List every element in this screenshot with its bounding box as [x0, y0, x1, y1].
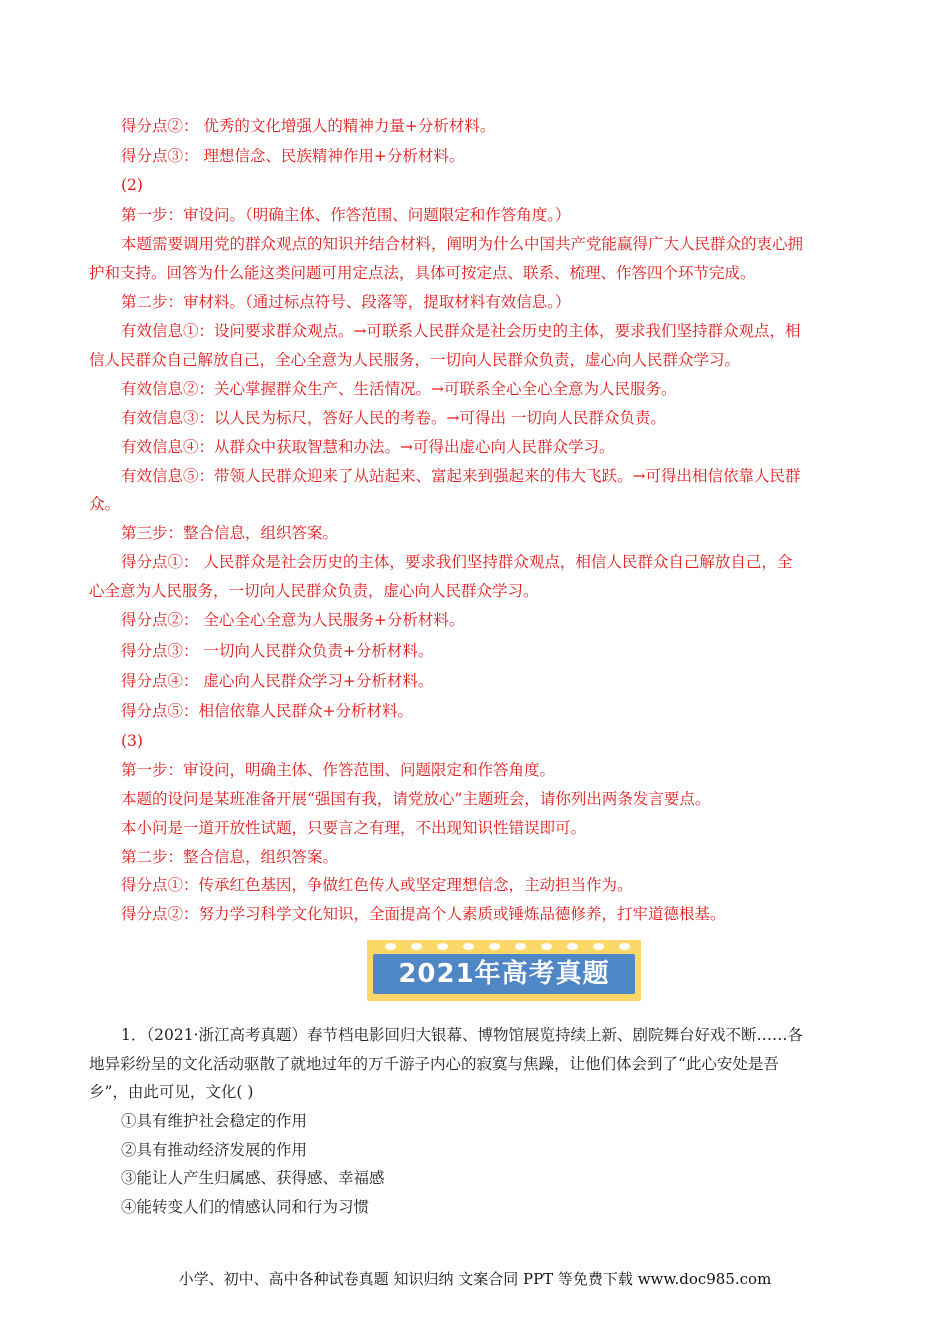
answer-line: 有效信息①：设问要求群众观点。→可联系人民群众是社会历史的主体，要求我们坚持群众观点，相 — [121, 322, 801, 340]
question-option: ①具有维护社会稳定的作用 — [121, 1112, 308, 1130]
answer-line: 第三步：整合信息，组织答案。 — [121, 524, 339, 542]
dot-decoration — [567, 943, 578, 950]
question-option: ③能让人产生归属感、获得感、幸福感 — [121, 1169, 385, 1187]
answer-line: 得分点④： 虚心向人民群众学习+分析材料。 — [121, 672, 434, 690]
answer-line: 得分点③： 一切向人民群众负责+分析材料。 — [121, 642, 434, 660]
dot-decoration — [437, 943, 448, 950]
answer-line: 得分点②： 优秀的文化增强人的精神力量+分析材料。 — [121, 117, 496, 135]
answer-line: 护和支持。回答为什么能这类问题可用定点法，具体可按定点、联系、梳理、作答四个环节完成。 — [89, 264, 756, 282]
page-footer: 小学、初中、高中各种试卷真题 知识归纳 文案合同 PPT 等免费下载 www.doc985.com — [178, 1270, 772, 1288]
answer-line: 第一步：审设问，明确主体、作答范围、问题限定和作答角度。 — [121, 761, 556, 779]
answer-line: 第二步：整合信息，组织答案。 — [121, 848, 339, 866]
answer-line: 有效信息③：以人民为标尺，答好人民的考卷。→可得出 一切向人民群众负责。 — [121, 409, 666, 427]
question-stem: 乡”，由此可见，文化( ) — [89, 1083, 254, 1101]
answer-line: 本题的设问是某班准备开展“强国有我，请党放心”主题班会，请你列出两条发言要点。 — [121, 790, 711, 808]
answer-line: (2) — [121, 176, 143, 194]
dot-decoration — [463, 943, 474, 950]
answer-line: 得分点①：传承红色基因，争做红色传人或坚定理想信念，主动担当作为。 — [121, 876, 633, 894]
question-stem: 1．（2021·浙江高考真题）春节档电影回归大银幕、博物馆展览持续上新、剧院舞台好戏不断……各 — [121, 1026, 803, 1044]
answer-line: 心全意为人民服务，一切向人民群众负责，虚心向人民群众学习。 — [89, 582, 539, 600]
dot-decoration — [385, 943, 396, 950]
answer-line: 得分点③： 理想信念、民族精神作用+分析材料。 — [121, 147, 465, 165]
answer-line: 得分点②：努力学习科学文化知识，全面提高个人素质或锤炼品德修养，打牢道德根基。 — [121, 905, 726, 923]
dot-decoration — [619, 943, 630, 950]
answer-line: 有效信息④：从群众中获取智慧和办法。→可得出虚心向人民群众学习。 — [121, 438, 615, 456]
answer-line: 第二步：审材料。（通过标点符号、段落等，提取材料有效信息。） — [121, 293, 571, 311]
dot-decoration — [593, 943, 604, 950]
answer-line: 有效信息⑤：带领人民群众迎来了从站起来、富起来到强起来的伟大飞跃。→可得出相信依靠人民群 — [121, 467, 801, 485]
answer-line: 得分点①： 人民群众是社会历史的主体，要求我们坚持群众观点，相信人民群众自己解放自己，全 — [121, 553, 793, 571]
answer-line: (3) — [121, 732, 143, 750]
answer-line: 得分点②： 全心全心全意为人民服务+分析材料。 — [121, 611, 465, 629]
dot-decoration — [489, 943, 500, 950]
answer-line: 众。 — [89, 495, 121, 513]
section-banner — [367, 940, 641, 1001]
answer-line: 本题需要调用党的群众观点的知识并结合材料，阐明为什么中国共产党能赢得广大人民群众的衷心拥 — [121, 235, 804, 253]
dot-decoration — [541, 943, 552, 950]
answer-line: 本小问是一道开放性试题，只要言之有理，不出现知识性错误即可。 — [121, 819, 587, 837]
dot-decoration — [411, 943, 422, 950]
question-stem: 地异彩纷呈的文化活动驱散了就地过年的万千游子内心的寂寞与焦躁，让他们体会到了“此心安处是吾 — [89, 1055, 779, 1073]
answer-line: 信人民群众自己解放自己，全心全意为人民服务，一切向人民群众负责，虚心向人民群众学习。 — [89, 351, 741, 369]
answer-line: 有效信息②：关心掌握群众生产、生活情况。→可联系全心全心全意为人民服务。 — [121, 380, 677, 398]
dot-decoration — [515, 943, 526, 950]
question-option: ②具有推动经济发展的作用 — [121, 1141, 308, 1159]
question-option: ④能转变人们的情感认同和行为习惯 — [121, 1198, 370, 1216]
answer-line: 得分点⑤：相信依靠人民群众+分析材料。 — [121, 702, 413, 720]
banner-title: 2021年高考真题 — [373, 954, 635, 994]
answer-line: 第一步：审设问。（明确主体、作答范围、问题限定和作答角度。） — [121, 206, 571, 224]
